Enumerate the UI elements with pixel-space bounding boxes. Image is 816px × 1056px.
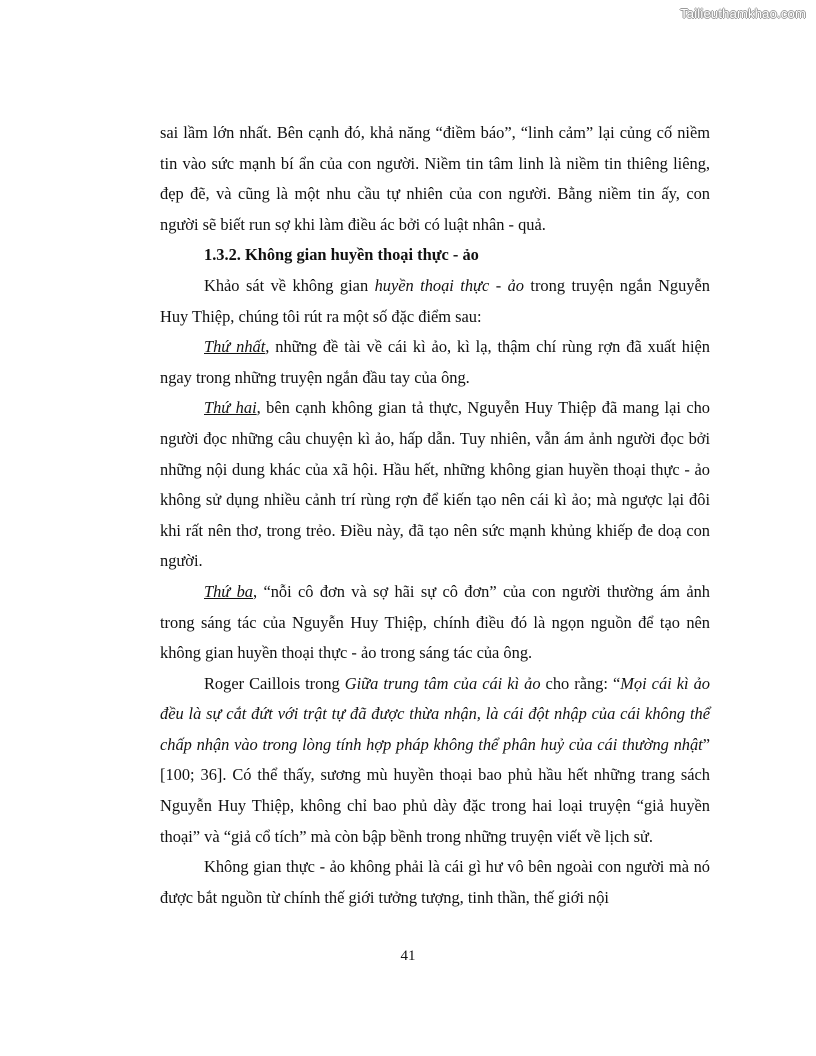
list-label-third: Thứ ba bbox=[204, 581, 253, 601]
watermark: Tailieuthamkhao.com bbox=[680, 6, 806, 21]
paragraph-1: sai lầm lớn nhất. Bên cạnh đó, khả năng “điềm báo”, “linh cảm” lại củng cố niềm tin vào sức mạnh bí ẩn của con người. Niềm tin tâm linh là niềm tin thiêng liêng, đẹp đẽ, và cũng là một nhu cầu tự nhiên của con người. Bằng niềm tin ấy, con người sẽ biết run sợ khi làm điều ác bởi có luật nhân - quả. bbox=[160, 123, 710, 234]
paragraph-3: Thứ nhất, những đề tài về cái kì ảo, kì lạ, thậm chí rùng rợn đã xuất hiện ngay trong những truyện ngắn đầu tay của ông. bbox=[160, 337, 710, 387]
section-heading: 1.3.2. Không gian huyền thoại thực - ảo bbox=[204, 245, 479, 265]
list-label-second: Thứ hai bbox=[204, 398, 257, 418]
page-number: 41 bbox=[400, 948, 416, 964]
paragraph-7: Không gian thực - ảo không phải là cái gì hư vô bên ngoài con người mà nó được bắt nguồn từ chính thế giới tưởng tượng, tinh thần, thế giới nội bbox=[160, 857, 710, 907]
paragraph-6: Roger Caillois trong Giữa trung tâm của cái kì ảo cho rằng: “Mọi cái kì ảo đều là sự cắt đứt với trật tự đã được thừa nhận, là cái đột nhập của cái không thể chấp nhận vào trong lòng tính hợp pháp không thể phân huỷ của cái thường nhật” [100; 36]. Có thể thấy, sương mù huyền thoại bao phủ hầu hết những trang sách Nguyễn Huy Thiệp, không chỉ bao phủ dày đặc trong hai loại truyện “giả huyền thoại” và “giả cổ tích” mà còn bập bềnh trong những truyện viết về lịch sử. bbox=[160, 673, 710, 846]
list-label-first: Thứ nhất bbox=[204, 337, 266, 357]
emphasis-term: huyền thoại thực - ảo bbox=[374, 275, 524, 295]
paragraph-5: Thứ ba, “nỗi cô đơn và sợ hãi sự cô đơn” của con người thường ám ảnh trong sáng tác của Nguyễn Huy Thiệp, chính điều đó là ngọn nguồn để tạo nên không gian huyền thoại thực - ảo trong sáng tác của ông. bbox=[160, 581, 710, 663]
quotation: Mọi cái kì ảo đều là sự cắt đứt với trật tự đã được thừa nhận, là cái đột nhập của cái không thể chấp nhận vào trong lòng tính hợp pháp không thể phân huỷ của cái thường nhật bbox=[160, 673, 710, 754]
paragraph-4: Thứ hai, bên cạnh không gian tả thực, Nguyễn Huy Thiệp đã mang lại cho người đọc những câu chuyện kì ảo, hấp dẫn. Tuy nhiên, vẫn ám ảnh người đọc bởi những nội dung khác của xã hội. Hầu hết, những không gian huyền thoại thực - ảo không sử dụng nhiều cảnh trí rùng rợn để kiến tạo nên cái kì ảo; mà ngược lại đôi khi rất nên thơ, trong trẻo. Điều này, đã tạo nên sức mạnh khủng khiếp đe doạ con người. bbox=[160, 398, 711, 571]
paragraph-2: Khảo sát về không gian huyền thoại thực - ảo trong truyện ngắn Nguyễn Huy Thiệp, chúng tôi rút ra một số đặc điểm sau: bbox=[160, 275, 710, 326]
book-title: Giữa trung tâm của cái kì ảo bbox=[344, 673, 541, 693]
document-body bbox=[160, 118, 710, 913]
